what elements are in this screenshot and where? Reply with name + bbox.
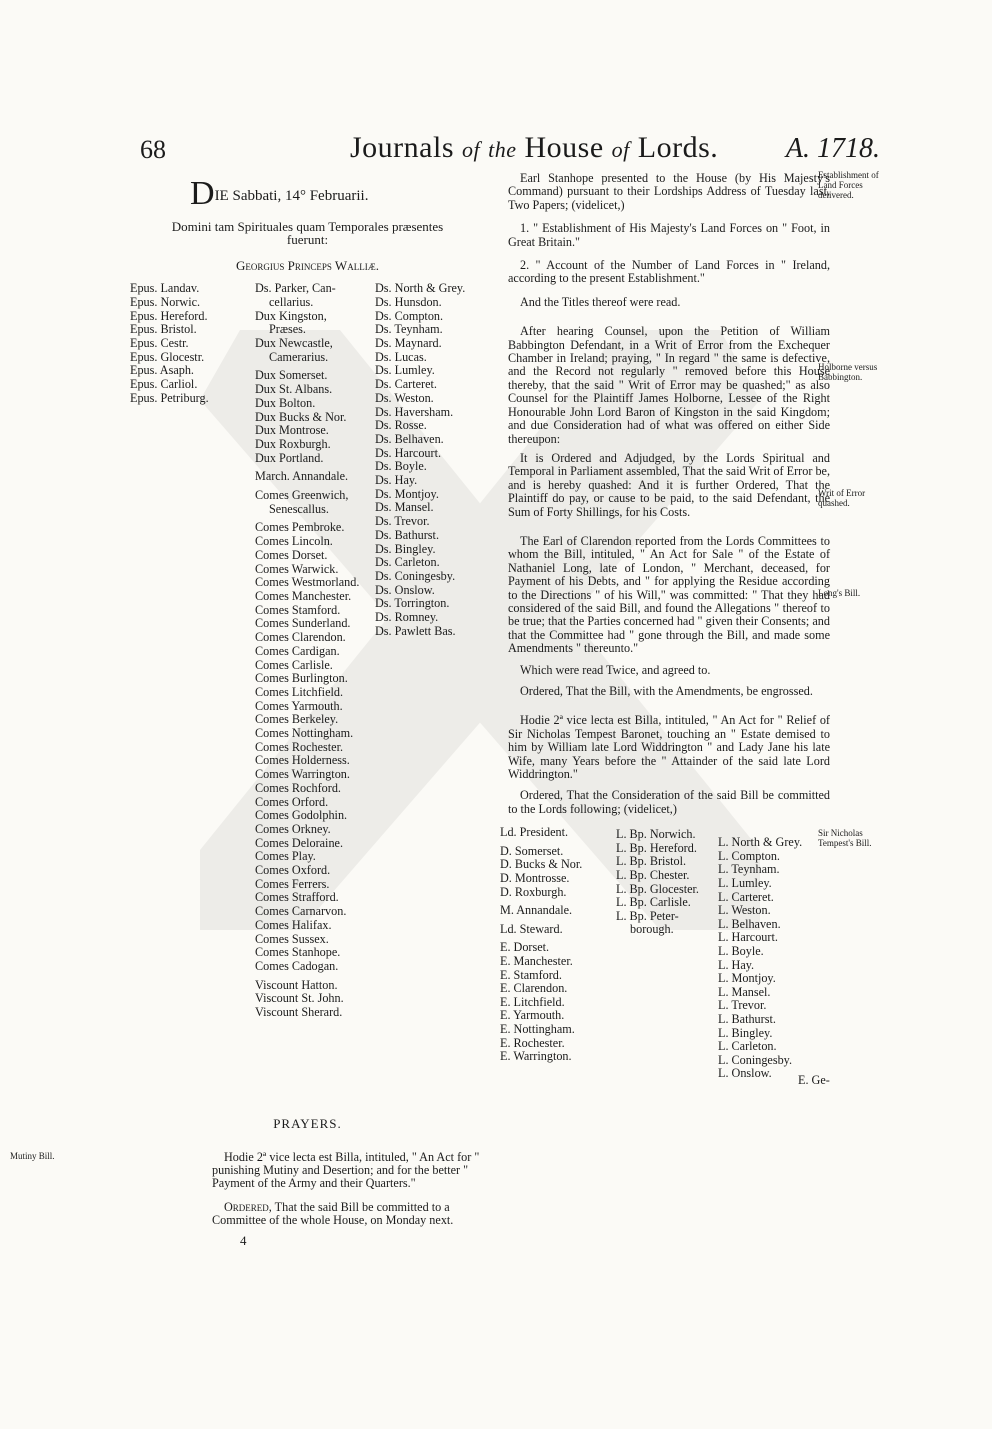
- baron-entry: Ds. Carteret.: [375, 377, 437, 392]
- peer-entry: Comes Yarmouth.: [255, 698, 343, 713]
- peer-entry: Comes Berkeley.: [255, 712, 339, 727]
- prince-line: Georgius Princeps Walliæ.: [236, 257, 379, 273]
- baron-entry: Ds. Onslow.: [375, 582, 435, 597]
- bishop-entry: Epus. Petriburg.: [130, 390, 209, 405]
- barons-list: [375, 282, 465, 638]
- writ-paragraph: It is Ordered and Adjudged, by the Lords Spiritual and Temporal in Parliament assembled, That the said Writ of Error be, and is hereby quashed: And it is further Ordered, That the Plaintiff do pay, or cause to be paid, to the said Defendant, the Sum of Forty Shillings, for his Costs.: [508, 450, 830, 519]
- committee-member: D. Montrosse.: [500, 871, 570, 886]
- peer-entry: Comes Stamford.: [255, 602, 341, 617]
- peer-entry: Comes Sunderland.: [255, 616, 351, 631]
- bishop-entry: Epus. Hereford.: [130, 308, 208, 323]
- committee-member: D. Roxburgh.: [500, 884, 567, 899]
- peer-entry: Comes Deloraine.: [255, 835, 343, 850]
- peer-entry: Comes Strafford.: [255, 890, 339, 905]
- peer-entry: Viscount Sherard.: [255, 1005, 343, 1020]
- peer-entry: Dux Newcastle,: [255, 336, 333, 351]
- committee-member: L. Boyle.: [718, 944, 764, 958]
- peer-entry: Comes Dorset.: [255, 547, 328, 562]
- peer-entry: cellarius.: [269, 294, 314, 309]
- read-twice: Which were read Twice, and agreed to.: [520, 662, 711, 677]
- peer-entry: Comes Greenwich,: [255, 488, 349, 503]
- peer-entry: Viscount Hatton.: [255, 977, 338, 992]
- committee-col-1: [500, 826, 582, 1064]
- peer-entry: Comes Manchester.: [255, 588, 352, 603]
- baron-entry: Ds. Maynard.: [375, 336, 442, 351]
- committee-member: L. Trevor.: [718, 998, 767, 1013]
- peer-entry: Comes Sussex.: [255, 931, 329, 946]
- bishop-entry: Epus. Cestr.: [130, 336, 189, 351]
- baron-entry: Ds. Harcourt.: [375, 445, 441, 460]
- peer-entry: Comes Orkney.: [255, 821, 331, 836]
- baron-entry: Ds. Trevor.: [375, 514, 430, 529]
- peer-entry: Comes Warwick.: [255, 561, 339, 576]
- peer-entry: Dux Montrose.: [255, 423, 329, 438]
- peer-entry: Dux Kingston,: [255, 308, 327, 323]
- stanhope-paragraph: Earl Stanhope presented to the House (by His Majesty's Command) pursuant to their Lordships Address of Tuesday last, Two Papers; (videlicet,): [508, 171, 830, 212]
- peer-entry: Comes Burlington.: [255, 671, 348, 686]
- committee-col-2: [616, 828, 699, 937]
- item-establishment: 1. " Establishment of His Majesty's Land Forces on " Foot, in Great Britain.": [508, 221, 830, 249]
- committee-member: L. Onslow.: [718, 1066, 772, 1081]
- tempest-paragraph: Hodie 2ª vice lecta est Billa, intituled, " An Act for " Relief of Sir Nicholas Tempest Baronet, touching an " Estate demised to him by William late Lord Widdrington " and Lady Jane his late Wife, many Years before the " Attainder of the said late Lord Widdrington.": [508, 713, 830, 782]
- peer-entry: Comes Holderness.: [255, 753, 350, 768]
- mutiny-ordered: Ordered, That the said Bill be committed to a Committee of the whole House, on Monday next.: [212, 1199, 454, 1228]
- committee-member: L. Harcourt.: [718, 930, 778, 945]
- bishop-entry: Epus. Norwic.: [130, 294, 201, 309]
- committee-member: L. Mansel.: [718, 984, 771, 999]
- peer-entry: Dux Bucks & Nor.: [255, 409, 347, 424]
- peer-entry: Ds. Parker, Can-: [255, 281, 336, 296]
- committee-member: L. Compton.: [718, 848, 780, 863]
- mutiny-text: Hodie 2ª vice lecta est Billa, intituled, " An Act for " punishing Mutiny and Desertion; and for the better " Payment of the Army and their Quarters.": [212, 1149, 480, 1191]
- committee-member: E. Litchfield.: [500, 994, 565, 1009]
- bishop-entry: Epus. Bristol.: [130, 322, 197, 337]
- baron-entry: Ds. Boyle.: [375, 459, 427, 474]
- item-account: 2. " Account of the Number of Land Forces in " Ireland, according to the present Establishment.": [508, 258, 830, 286]
- signature-mark: 4: [240, 1232, 247, 1248]
- committee-member: E. Warrington.: [500, 1049, 572, 1064]
- peer-entry: Comes Cadogan.: [255, 958, 339, 973]
- peer-entry: Dux St. Albans.: [255, 382, 333, 397]
- committee-member: L. Coningesby.: [718, 1052, 793, 1067]
- bishop-entry: Epus. Landav.: [130, 281, 200, 296]
- committee-member: E. Dorset.: [500, 940, 550, 955]
- peer-entry: Comes Stanhope.: [255, 945, 341, 960]
- peer-entry: Senescallus.: [269, 501, 329, 516]
- baron-entry: Ds. Hunsdon.: [375, 294, 442, 309]
- engrossed-order: Ordered, That the Bill, with the Amendments, be engrossed.: [520, 684, 813, 698]
- baron-entry: Ds. Lucas.: [375, 349, 427, 364]
- bishops-list: [130, 282, 209, 405]
- page-number: 68: [140, 135, 166, 164]
- baron-entry: Ds. Haversham.: [375, 404, 454, 419]
- baron-entry: Ds. Hay.: [375, 473, 418, 488]
- peer-entry: Comes Rochester.: [255, 739, 344, 754]
- committee-member: L. Bp. Glocester.: [616, 881, 699, 896]
- committee-member: E. Nottingham.: [500, 1021, 575, 1036]
- peer-entry: Comes Nottingham.: [255, 726, 354, 741]
- committee-member: L. Teynham.: [718, 862, 780, 877]
- committee-member: L. Lumley.: [718, 876, 772, 891]
- right-column: [500, 171, 830, 1088]
- peer-entry: Comes Oxford.: [255, 863, 331, 878]
- baron-entry: Ds. Bingley.: [375, 541, 436, 556]
- present-line: Domini tam Spirituales quam Temporales præsentes fuerunt:: [171, 219, 444, 248]
- committee-member: E. Yarmouth.: [500, 1008, 565, 1023]
- peer-entry: Comes Orford.: [255, 794, 329, 809]
- mutiny-bill-entry: [10, 1149, 485, 1228]
- committee-member: D. Somerset.: [500, 843, 564, 858]
- peer-entry: Comes Rochford.: [255, 780, 341, 795]
- titles-read: And the Titles thereof were read.: [520, 294, 681, 309]
- baron-entry: Ds. Belhaven.: [375, 431, 444, 446]
- peer-entry: Comes Litchfield.: [255, 684, 344, 699]
- journal-title: Journals of the House of Lords.: [350, 131, 719, 164]
- peer-entry: Dux Roxburgh.: [255, 436, 331, 451]
- long-bill-paragraph: The Earl of Clarendon reported from the Lords Committees to whom the Bill, intituled, " An Act for Sale " of the Estate of Nathaniel Long, late of London, " Merchant, deceased, for Payment of his Debts, and " for applying the Residue according to the Directions " of his Will," was committed: " That they had considered of the said Bill, and found the Allegations " thereof to be true; that the Parties concerned had " given their Consents; and that the Committee had " gone through the Bill, and made some Amendments " thereunto.": [508, 533, 830, 656]
- bishop-entry: Epus. Asaph.: [130, 363, 194, 378]
- committee-col-3: [718, 836, 802, 1081]
- peer-entry: Dux Portland.: [255, 450, 324, 465]
- baron-entry: Ds. Bathurst.: [375, 527, 439, 542]
- page-year: A. 1718.: [785, 133, 880, 164]
- committee-member: L. Bingley.: [718, 1025, 773, 1040]
- peer-entry: Camerarius.: [269, 349, 329, 364]
- peer-entry: Comes Godolphin.: [255, 808, 348, 823]
- peer-entry: March. Annandale.: [255, 469, 349, 484]
- committee-member: E. Stamford.: [500, 967, 562, 982]
- margin-holborne: Holborne versus Babbington.: [818, 362, 878, 382]
- bishop-entry: Epus. Glocestr.: [130, 349, 205, 364]
- peer-entry: Comes Halifax.: [255, 917, 332, 932]
- committee-member: L. Bp. Carlisle.: [616, 895, 691, 910]
- baron-entry: Ds. Carleton.: [375, 555, 440, 570]
- mutiny-margin-note: Mutiny Bill.: [10, 1150, 55, 1161]
- margin-longs-bill: Long's Bill.: [818, 588, 861, 598]
- committee-member: L. Bp. Norwich.: [616, 827, 696, 842]
- baron-entry: Ds. North & Grey.: [375, 281, 466, 296]
- committee-member: L. Bp. Chester.: [616, 868, 690, 883]
- baron-entry: Ds. Pawlett Bas.: [375, 623, 456, 638]
- holborne-paragraph: After hearing Counsel, upon the Petition of William Babbington Defendant, in a Writ of Error from the Exchequer Chamber in Ireland; praying, " In regard " the same is defective, and the Record not regularly " removed before this House thereby, that the said " Writ of Error may be quashed;" as also Counsel for the Plaintiff James Holborne, Lessee of the Right Honourable John Lord Baron of Kingston in the said Kingdom; and due Consideration had of what was offered on either Side thereupon:: [508, 324, 830, 446]
- peer-entry: Comes Carnarvon.: [255, 904, 347, 919]
- bishop-entry: Epus. Carliol.: [130, 377, 198, 392]
- peer-entry: Comes Play.: [255, 849, 316, 864]
- committee-member: E. Rochester.: [500, 1035, 565, 1050]
- committee-member: L. Weston.: [718, 903, 771, 918]
- baron-entry: Ds. Montjoy.: [375, 486, 439, 501]
- prayers-heading: PRAYERS.: [273, 1116, 342, 1132]
- committee-member: L. Belhaven.: [718, 916, 781, 931]
- page-header: [140, 131, 880, 175]
- baron-entry: Ds. Torrington.: [375, 596, 450, 611]
- committee-member: L. Carleton.: [718, 1039, 777, 1054]
- margin-writ-quashed: Writ of Error quashed.: [818, 488, 866, 508]
- peer-entry: Præses.: [269, 322, 306, 337]
- baron-entry: Ds. Rosse.: [375, 418, 427, 433]
- day-heading: DIE Sabbati, 14° Februarii.: [190, 175, 369, 212]
- committee-member: Ld. President.: [500, 825, 569, 840]
- catchword: E. Ge-: [798, 1073, 830, 1088]
- peer-entry: Dux Somerset.: [255, 368, 328, 383]
- committee-member: L. Hay.: [718, 957, 755, 972]
- peer-entry: Dux Bolton.: [255, 395, 316, 410]
- peers-list: [255, 282, 359, 1020]
- committee-member: L. Bp. Peter-: [616, 908, 679, 923]
- committee-member: L. North & Grey.: [718, 835, 803, 850]
- committee-member: E. Manchester.: [500, 954, 573, 968]
- committed-order: Ordered, That the Consideration of the said Bill be committed to the Lords following; (videlicet,): [508, 788, 830, 816]
- committee-member: L. Carteret.: [718, 889, 774, 904]
- baron-entry: Ds. Weston.: [375, 390, 434, 405]
- committee-member: M. Annandale.: [500, 903, 573, 918]
- left-column: [10, 175, 485, 1248]
- committee-list: [500, 825, 830, 1088]
- baron-entry: Ds. Lumley.: [375, 363, 435, 378]
- peer-entry: Comes Clarendon.: [255, 630, 346, 645]
- baron-entry: Ds. Mansel.: [375, 500, 434, 515]
- committee-member: D. Bucks & Nor.: [500, 857, 583, 872]
- margin-establishment: Establishment of Land Forces delivered.: [818, 170, 879, 200]
- committee-member: L. Bp. Hereford.: [616, 840, 697, 855]
- committee-member: L. Bathurst.: [718, 1011, 776, 1026]
- peer-entry: Viscount St. John.: [255, 991, 344, 1006]
- peers-present-list: [130, 282, 485, 1097]
- committee-member: Ld. Steward.: [500, 921, 563, 936]
- baron-entry: Ds. Coningesby.: [375, 568, 456, 583]
- committee-member: L. Bp. Bristol.: [616, 854, 687, 869]
- peer-entry: Comes Pembroke.: [255, 520, 345, 535]
- peer-entry: Comes Cardigan.: [255, 643, 340, 658]
- margin-tempest: Sir Nicholas Tempest's Bill.: [818, 828, 872, 848]
- baron-entry: Ds. Romney.: [375, 610, 439, 625]
- committee-member: borough.: [630, 922, 674, 937]
- peer-entry: Comes Warrington.: [255, 767, 350, 782]
- baron-entry: Ds. Teynham.: [375, 322, 443, 337]
- committee-member: L. Montjoy.: [718, 971, 776, 986]
- peer-entry: Comes Westmorland.: [255, 575, 360, 590]
- peer-entry: Comes Lincoln.: [255, 534, 333, 549]
- baron-entry: Ds. Compton.: [375, 308, 444, 323]
- peer-entry: Comes Ferrers.: [255, 876, 330, 891]
- committee-member: E. Clarendon.: [500, 981, 568, 996]
- peer-entry: Comes Carlisle.: [255, 657, 333, 672]
